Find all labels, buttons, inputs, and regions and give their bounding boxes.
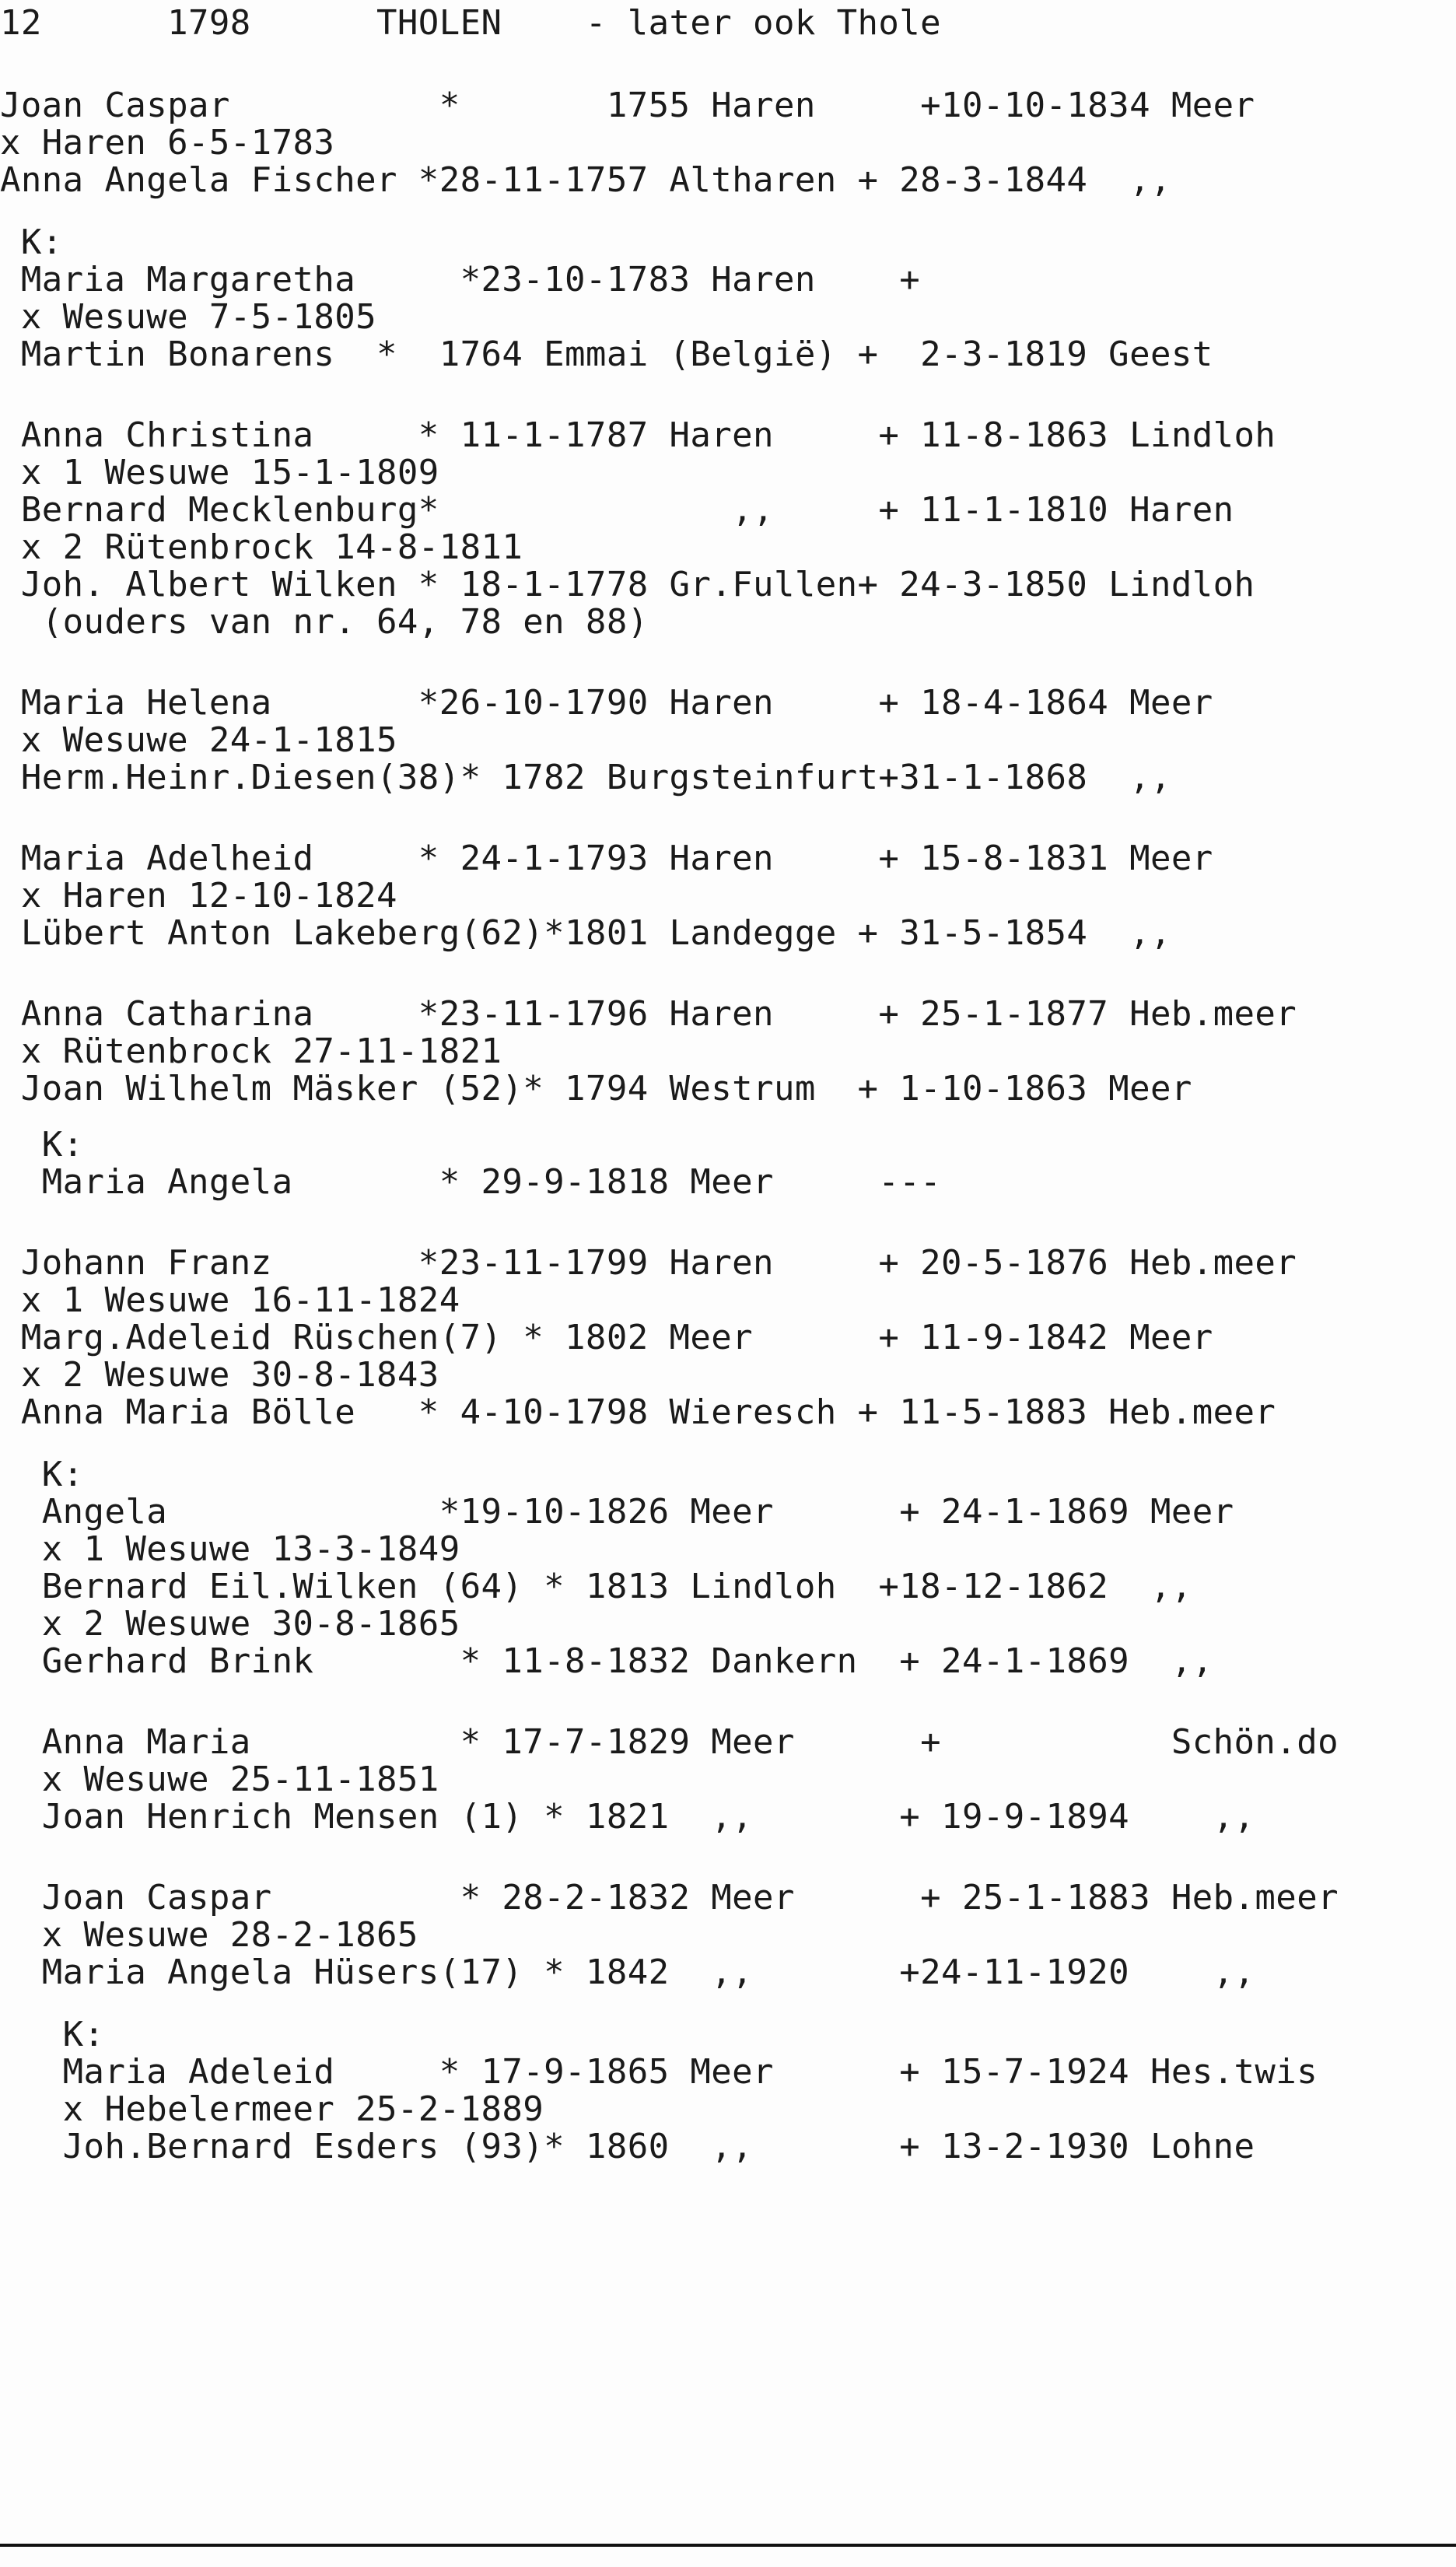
record-line: x 2 Rütenbrock 14-8-1811 <box>0 527 523 567</box>
record-line: Joan Wilhelm Mäsker (52)* 1794 Westrum + 1-10-1863 Meer <box>0 1069 1192 1108</box>
record-line: Johann Franz *23-11-1799 Haren + 20-5-1876 Heb.meer <box>0 1243 1297 1283</box>
record-line: Maria Adeleid * 17-9-1865 Meer + 15-7-1924 Hes.twis <box>0 2052 1318 2092</box>
record-line: Anna Christina * 11-1-1787 Haren + 11-8-1863 Lindloh <box>0 415 1276 455</box>
record-line: x 1 Wesuwe 15-1-1809 <box>0 453 439 492</box>
record-line: x 2 Wesuwe 30-8-1843 <box>0 1355 439 1395</box>
record-line: Maria Angela * 29-9-1818 Meer --- <box>0 1162 942 1202</box>
bottom-rule <box>0 2544 1456 2547</box>
record-line: Anna Angela Fischer *28-11-1757 Altharen + 28-3-1844 ,, <box>0 160 1171 200</box>
record-line: x Hebelermeer 25-2-1889 <box>0 2089 544 2129</box>
record-line: x 1 Wesuwe 16-11-1824 <box>0 1280 460 1320</box>
record-line: Joan Caspar * 28-2-1832 Meer + 25-1-1883 Heb.meer <box>0 1878 1339 1917</box>
record-line: Lübert Anton Lakeberg(62)*1801 Landegge + 31-5-1854 ,, <box>0 913 1171 953</box>
record-line: Herm.Heinr.Diesen(38)* 1782 Burgsteinfurt+31-1-1868 ,, <box>0 758 1171 797</box>
record-line: Martin Bonarens * 1764 Emmai (België) + 2-3-1819 Geest <box>0 334 1213 374</box>
record-line: Anna Maria * 17-7-1829 Meer + Schön.do <box>0 1722 1339 1762</box>
record-line: x Rütenbrock 27-11-1821 <box>0 1031 502 1071</box>
record-line: x Wesuwe 7-5-1805 <box>0 297 377 337</box>
record-line: Anna Maria Bölle * 4-10-1798 Wieresch + 11-5-1883 Heb.meer <box>0 1392 1276 1432</box>
record-line: x Haren 12-10-1824 <box>0 876 397 916</box>
record-line: Bernard Eil.Wilken (64) * 1813 Lindloh +18-12-1862 ,, <box>0 1567 1192 1606</box>
record-line: Joan Caspar * 1755 Haren +10-10-1834 Meer <box>0 86 1255 125</box>
record-line: Maria Adelheid * 24-1-1793 Haren + 15-8-1831 Meer <box>0 839 1213 878</box>
record-note: (ouders van nr. 64, 78 en 88) <box>0 602 649 642</box>
record-line: Maria Helena *26-10-1790 Haren + 18-4-1864 Meer <box>0 683 1213 723</box>
record-line: Angela *19-10-1826 Meer + 24-1-1869 Meer <box>0 1492 1234 1532</box>
record-line: Joan Henrich Mensen (1) * 1821 ,, + 19-9-1894 ,, <box>0 1797 1255 1837</box>
record-line: Maria Margaretha *23-10-1783 Haren + <box>0 260 921 299</box>
children-label: K: <box>0 1455 84 1494</box>
record-line: Joh.Bernard Esders (93)* 1860 ,, + 13-2-1930 Lohne <box>0 2127 1255 2166</box>
record-line: Marg.Adeleid Rüschen(7) * 1802 Meer + 11-9-1842 Meer <box>0 1318 1213 1357</box>
record-line: Joh. Albert Wilken * 18-1-1778 Gr.Fullen+ 24-3-1850 Lindloh <box>0 565 1255 604</box>
record-line: x 1 Wesuwe 13-3-1849 <box>0 1529 460 1569</box>
record-line: x Wesuwe 24-1-1815 <box>0 720 397 760</box>
record-line: x 2 Wesuwe 30-8-1865 <box>0 1604 460 1644</box>
record-line: Bernard Mecklenburg* ,, + 11-1-1810 Haren <box>0 490 1234 530</box>
record-line: Maria Angela Hüsers(17) * 1842 ,, +24-11-1920 ,, <box>0 1952 1255 1992</box>
record-line: x Haren 6-5-1783 <box>0 123 335 163</box>
record-line: x Wesuwe 25-11-1851 <box>0 1760 439 1799</box>
children-label: K: <box>0 222 63 262</box>
record-line: x Wesuwe 28-2-1865 <box>0 1915 418 1955</box>
children-label: K: <box>0 1125 84 1164</box>
children-label: K: <box>0 2015 105 2054</box>
record-line: Anna Catharina *23-11-1796 Haren + 25-1-1877 Heb.meer <box>0 994 1297 1034</box>
page-header: 12 1798 THOLEN - later ook Thole <box>0 3 942 43</box>
record-line: Gerhard Brink * 11-8-1832 Dankern + 24-1-1869 ,, <box>0 1641 1213 1681</box>
